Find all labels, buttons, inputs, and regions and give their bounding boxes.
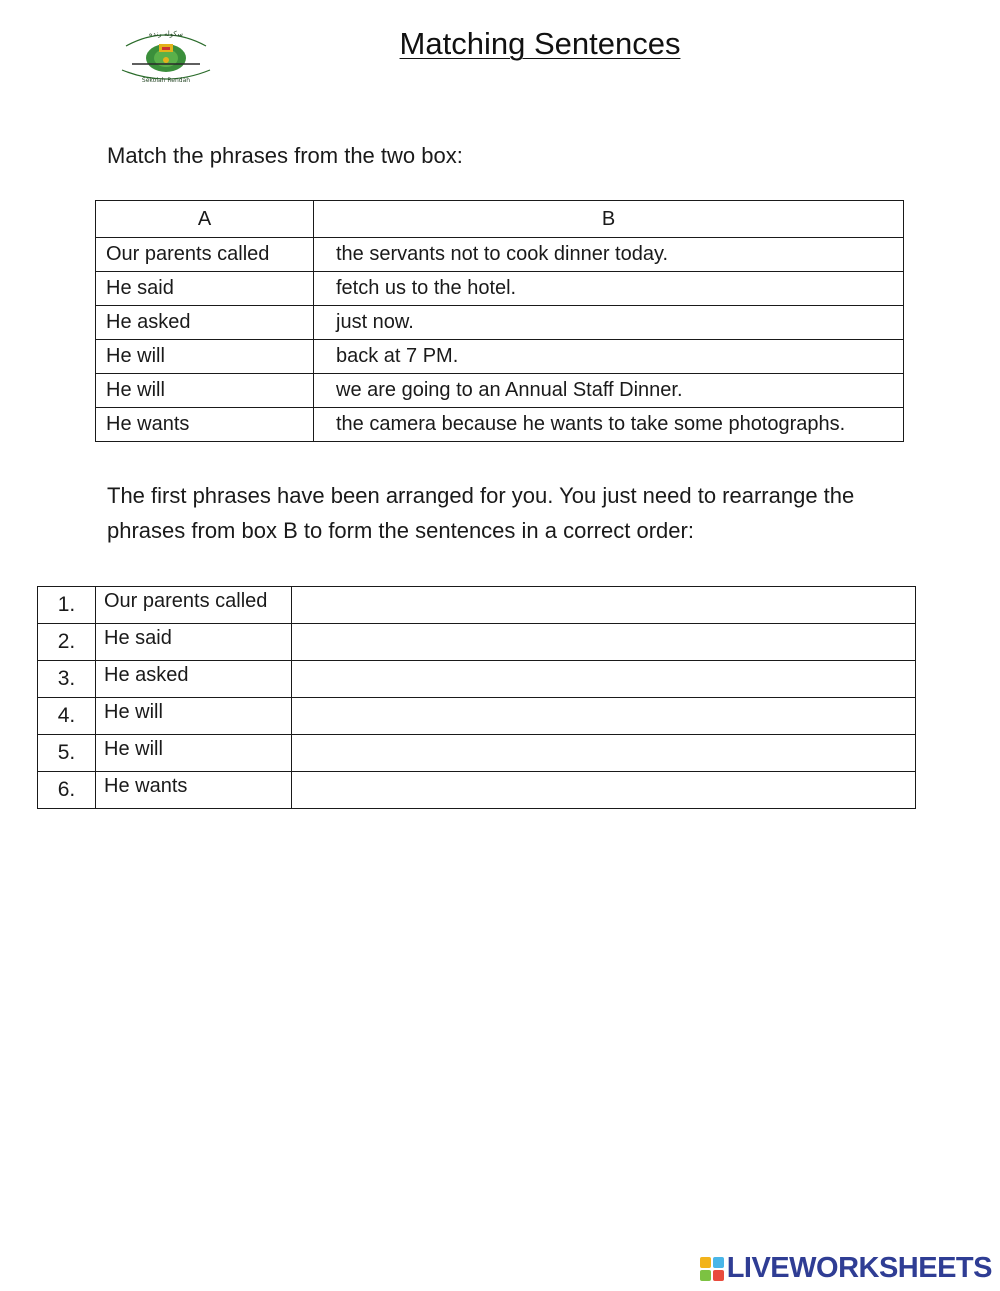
answer-row	[38, 661, 916, 698]
page-title: Matching Sentences	[399, 26, 681, 61]
table-row	[96, 408, 904, 442]
row-number: 4.	[38, 698, 96, 735]
row-number: 3.	[38, 661, 96, 698]
icon-square	[700, 1257, 711, 1268]
icon-square	[713, 1270, 724, 1281]
answer-cell[interactable]	[292, 735, 916, 772]
sentence-start: He said	[96, 624, 292, 661]
matching-table	[95, 200, 904, 442]
phrase-b: we are going to an Annual Staff Dinner.	[314, 374, 904, 408]
answer-row	[38, 698, 916, 735]
answer-cell[interactable]	[292, 698, 916, 735]
row-number: 6.	[38, 772, 96, 809]
phrase-a: He will	[96, 374, 314, 408]
svg-text:سكوله رنده: سكوله رنده	[148, 30, 184, 38]
phrase-a: He asked	[96, 306, 314, 340]
phrase-a: Our parents called	[96, 238, 314, 272]
rearrange-instruction: The first phrases have been arranged for you. You just need to rearrange the phrases from box B to form the sentences in a correct order:	[107, 483, 855, 543]
phrase-a: He wants	[96, 408, 314, 442]
answer-cell[interactable]	[292, 661, 916, 698]
column-a-header: A	[96, 201, 314, 238]
sentence-start: He will	[96, 698, 292, 735]
sentence-start: He asked	[96, 661, 292, 698]
row-number: 2.	[38, 624, 96, 661]
sentence-start: Our parents called	[96, 587, 292, 624]
svg-text:Sekolah Rendah: Sekolah Rendah	[141, 77, 191, 84]
phrase-b: fetch us to the hotel.	[314, 272, 904, 306]
answer-cell[interactable]	[292, 772, 916, 809]
table-row	[96, 272, 904, 306]
phrase-b: just now.	[314, 306, 904, 340]
table-header-row	[96, 201, 904, 238]
answer-table	[37, 586, 916, 809]
row-number: 1.	[38, 587, 96, 624]
icon-square	[713, 1257, 724, 1268]
table-row	[96, 374, 904, 408]
phrase-b: back at 7 PM.	[314, 340, 904, 374]
row-number: 5.	[38, 735, 96, 772]
answer-cell[interactable]	[292, 587, 916, 624]
table-row	[96, 340, 904, 374]
answer-row	[38, 772, 916, 809]
phrase-a: He said	[96, 272, 314, 306]
column-b-header: B	[314, 201, 904, 238]
phrase-a: He will	[96, 340, 314, 374]
phrase-b: the servants not to cook dinner today.	[314, 238, 904, 272]
liveworksheets-brand[interactable]	[700, 1252, 992, 1285]
table-row	[96, 238, 904, 272]
answer-row	[38, 587, 916, 624]
answer-row	[38, 735, 916, 772]
instruction-text: Match the phrases from the two box:	[107, 143, 463, 168]
phrase-b: the camera because he wants to take some photographs.	[314, 408, 904, 442]
liveworksheets-icon	[700, 1257, 724, 1281]
table-row	[96, 306, 904, 340]
icon-square	[700, 1270, 711, 1281]
sentence-start: He will	[96, 735, 292, 772]
answer-cell[interactable]	[292, 624, 916, 661]
answer-row	[38, 624, 916, 661]
brand-name: LIVEWORKSHEETS	[726, 1252, 992, 1284]
sentence-start: He wants	[96, 772, 292, 809]
